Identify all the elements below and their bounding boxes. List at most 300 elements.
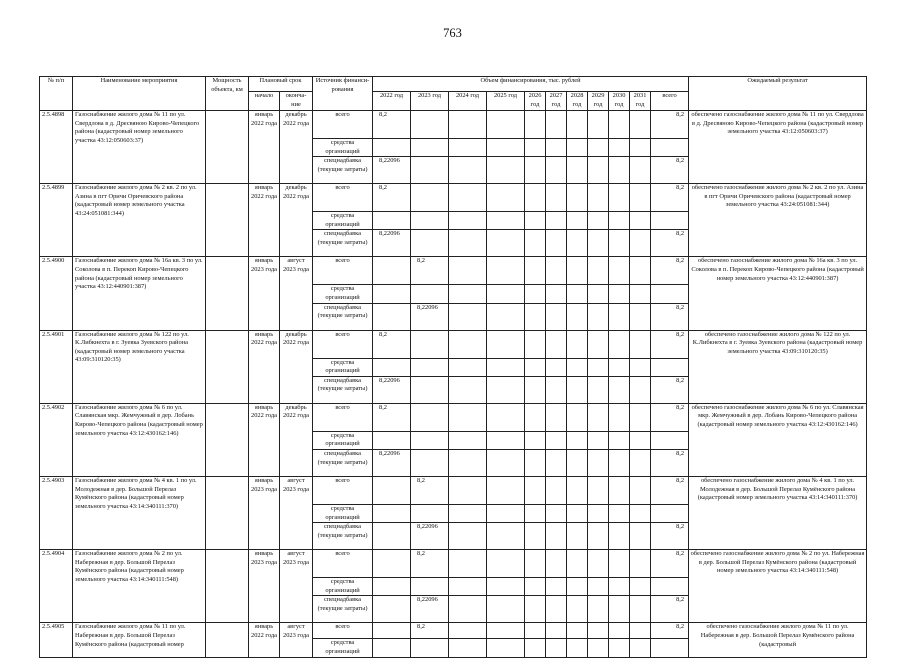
year-value-cell <box>449 358 487 376</box>
year-value-cell <box>630 476 651 504</box>
year-value-cell <box>630 523 651 550</box>
year-value-cell <box>373 139 411 157</box>
year-value-cell <box>630 376 651 403</box>
year-value-cell <box>373 578 411 596</box>
year-value-cell <box>525 139 546 157</box>
year-value-cell <box>546 257 567 285</box>
year-value-cell <box>487 230 525 257</box>
year-value-cell <box>449 578 487 596</box>
year-value-cell <box>588 139 609 157</box>
year-value-cell <box>487 476 525 504</box>
year-value-cell <box>567 550 588 578</box>
expected-result: обеспечено газоснабжение жилого дома № 122 по ул. К.Либкнехта в г. Зуевка Зуевского района (кадастровый номер земельного участка 43:09:310120:35) <box>689 330 867 403</box>
year-value-cell <box>411 449 449 476</box>
year-value-cell <box>588 257 609 285</box>
year-value-cell <box>487 639 525 657</box>
year-value-cell <box>630 303 651 330</box>
total-cell <box>651 358 689 376</box>
year-value-cell <box>449 523 487 550</box>
year-value-cell <box>411 285 449 303</box>
source-label: всего <box>313 476 373 504</box>
year-value-cell <box>630 157 651 184</box>
year-value-cell <box>525 431 546 449</box>
year-value-cell <box>588 358 609 376</box>
year-value-cell <box>546 376 567 403</box>
year-value-cell <box>525 504 546 522</box>
year-value-cell <box>546 550 567 578</box>
year-value-cell <box>630 449 651 476</box>
total-cell: 8,2 <box>651 623 689 639</box>
year-value-cell <box>567 376 588 403</box>
year-value-cell <box>546 596 567 623</box>
year-value-cell: 8,2 <box>373 330 411 358</box>
expected-result: обеспечено газоснабжение жилого дома № 11 по ул. Свердлова в д. Дресвяною Кирово-Чепецкого района (кадастровый номер земельного участка 43:12:050603:37) <box>689 111 867 184</box>
row-number: 2.5.4904 <box>40 550 73 623</box>
year-value-cell <box>609 504 630 522</box>
total-cell: 8,2 <box>651 157 689 184</box>
year-value-cell <box>487 431 525 449</box>
start-date: январь 2023 года <box>249 550 280 623</box>
year-value-cell <box>567 403 588 431</box>
header-year-2030: 2030 год <box>609 92 630 111</box>
start-date: январь 2023 года <box>249 476 280 549</box>
source-label: спецнадбавка (текущие затраты) <box>313 376 373 403</box>
measure-name: Газоснабжение жилого дома № 6 по ул. Славянская мкр. Жемчужный в дер. Лобань Кирово-Чепецкого района (кадастровый номер земельного участка 43:12:430162:146) <box>73 403 206 476</box>
row-number: 2.5.4903 <box>40 476 73 549</box>
year-value-cell <box>546 157 567 184</box>
year-value-cell <box>609 476 630 504</box>
power-cell <box>206 403 249 476</box>
year-value-cell <box>588 330 609 358</box>
row-number: 2.5.4905 <box>40 623 73 657</box>
header-start: начало <box>249 92 280 111</box>
year-value-cell <box>525 157 546 184</box>
year-value-cell <box>630 212 651 230</box>
year-value-cell <box>546 212 567 230</box>
year-value-cell <box>630 358 651 376</box>
total-cell: 8,2 <box>651 111 689 139</box>
year-value-cell <box>525 257 546 285</box>
year-value-cell <box>609 212 630 230</box>
power-cell <box>206 111 249 184</box>
year-value-cell: 8,22096 <box>411 523 449 550</box>
year-value-cell <box>373 550 411 578</box>
year-value-cell: 8,22096 <box>373 230 411 257</box>
year-value-cell <box>546 184 567 212</box>
year-value-cell <box>487 376 525 403</box>
year-value-cell <box>525 376 546 403</box>
year-value-cell <box>487 504 525 522</box>
year-value-cell <box>546 230 567 257</box>
year-value-cell <box>609 257 630 285</box>
year-value-cell <box>449 184 487 212</box>
year-value-cell <box>546 285 567 303</box>
year-value-cell <box>449 212 487 230</box>
row-number: 2.5.4900 <box>40 257 73 330</box>
end-date: август 2023 года <box>280 257 313 330</box>
year-value-cell <box>567 623 588 639</box>
year-value-cell <box>588 623 609 639</box>
row-number: 2.5.4902 <box>40 403 73 476</box>
row-number: 2.5.4901 <box>40 330 73 403</box>
year-value-cell <box>567 111 588 139</box>
year-value-cell <box>487 212 525 230</box>
source-label: спецнадбавка (текущие затраты) <box>313 523 373 550</box>
year-value-cell <box>588 596 609 623</box>
year-value-cell <box>588 184 609 212</box>
year-value-cell <box>588 212 609 230</box>
table-body <box>40 111 867 658</box>
year-value-cell <box>630 139 651 157</box>
total-cell: 8,2 <box>651 476 689 504</box>
total-cell: 8,2 <box>651 257 689 285</box>
year-value-cell <box>630 257 651 285</box>
year-value-cell: 8,22096 <box>373 449 411 476</box>
year-value-cell: 8,2 <box>411 257 449 285</box>
end-date: декабрь 2022 года <box>280 111 313 184</box>
source-label: всего <box>313 257 373 285</box>
year-value-cell <box>567 257 588 285</box>
year-value-cell <box>411 330 449 358</box>
year-value-cell: 8,22096 <box>411 596 449 623</box>
expected-result: обеспечено газоснабжение жилого дома № 2 по ул. Набережная в дер. Большой Перелаз Кумёнского района (кадастровый номер земельного участка 43:14:340111:548) <box>689 550 867 623</box>
year-value-cell <box>411 376 449 403</box>
total-cell <box>651 212 689 230</box>
year-value-cell <box>546 476 567 504</box>
year-value-cell <box>567 157 588 184</box>
year-value-cell <box>609 157 630 184</box>
year-value-cell <box>449 504 487 522</box>
year-value-cell <box>525 578 546 596</box>
year-value-cell <box>567 184 588 212</box>
total-cell: 8,2 <box>651 303 689 330</box>
year-value-cell <box>449 376 487 403</box>
year-value-cell <box>487 257 525 285</box>
total-cell: 8,2 <box>651 230 689 257</box>
year-value-cell <box>546 449 567 476</box>
year-value-cell <box>609 596 630 623</box>
year-value-cell <box>609 139 630 157</box>
year-value-cell <box>630 639 651 657</box>
year-value-cell <box>546 578 567 596</box>
year-value-cell <box>609 403 630 431</box>
header-total: всего <box>651 92 689 111</box>
year-value-cell <box>630 230 651 257</box>
year-value-cell <box>630 578 651 596</box>
start-date: январь 2022 года <box>249 184 280 257</box>
year-value-cell <box>525 111 546 139</box>
source-label: всего <box>313 111 373 139</box>
year-value-cell <box>588 639 609 657</box>
year-value-cell <box>588 550 609 578</box>
year-value-cell <box>609 358 630 376</box>
header-year-2026: 2026 год <box>525 92 546 111</box>
measure-name: Газоснабжение жилого дома № 11 по ул. Набережная в дер. Большой Перелаз Кумёнского района (кадастровый номер <box>73 623 206 657</box>
year-value-cell <box>449 111 487 139</box>
year-value-cell <box>588 476 609 504</box>
year-value-cell <box>588 157 609 184</box>
year-value-cell <box>567 139 588 157</box>
table-row <box>40 403 867 431</box>
row-number: 2.5.4899 <box>40 184 73 257</box>
end-date: декабрь 2022 года <box>280 330 313 403</box>
year-value-cell <box>567 476 588 504</box>
year-value-cell <box>373 303 411 330</box>
year-value-cell <box>373 257 411 285</box>
year-value-cell <box>487 550 525 578</box>
year-value-cell <box>567 596 588 623</box>
year-value-cell <box>588 376 609 403</box>
year-value-cell <box>487 403 525 431</box>
year-value-cell <box>525 303 546 330</box>
header-num: № п/п <box>40 77 73 111</box>
year-value-cell: 8,2 <box>411 476 449 504</box>
year-value-cell <box>373 504 411 522</box>
source-label: средства организаций <box>313 139 373 157</box>
year-value-cell <box>588 578 609 596</box>
year-value-cell <box>609 111 630 139</box>
year-value-cell: 8,2 <box>411 623 449 639</box>
year-value-cell <box>411 431 449 449</box>
year-value-cell <box>609 184 630 212</box>
year-value-cell <box>567 230 588 257</box>
year-value-cell <box>487 184 525 212</box>
start-date: январь 2022 года <box>249 330 280 403</box>
year-value-cell <box>546 504 567 522</box>
power-cell <box>206 476 249 549</box>
source-label: всего <box>313 623 373 639</box>
expected-result: обеспечено газоснабжение жилого дома № 6 по ул. Славянская мкр. Жемчужный в дер. Лобань Кирово-Чепецкого района (кадастровый номер земельного участка 43:12:430162:146) <box>689 403 867 476</box>
year-value-cell <box>449 449 487 476</box>
start-date: январь 2023 года <box>249 257 280 330</box>
total-cell: 8,2 <box>651 449 689 476</box>
year-value-cell <box>546 403 567 431</box>
year-value-cell <box>546 623 567 639</box>
source-label: спецнадбавка (текущие затраты) <box>313 303 373 330</box>
year-value-cell <box>411 212 449 230</box>
year-value-cell <box>546 303 567 330</box>
year-value-cell <box>567 330 588 358</box>
total-cell: 8,2 <box>651 403 689 431</box>
header-year-2023: 2023 год <box>411 92 449 111</box>
year-value-cell <box>411 111 449 139</box>
page-number: 763 <box>443 26 462 40</box>
table-row <box>40 623 867 639</box>
year-value-cell <box>449 157 487 184</box>
year-value-cell: 8,2 <box>373 403 411 431</box>
year-value-cell: 8,2 <box>411 550 449 578</box>
year-value-cell <box>546 330 567 358</box>
year-value-cell <box>630 504 651 522</box>
year-value-cell <box>525 639 546 657</box>
year-value-cell <box>630 330 651 358</box>
year-value-cell <box>588 303 609 330</box>
year-value-cell <box>609 285 630 303</box>
year-value-cell: 8,22096 <box>373 376 411 403</box>
header-power: Мощность объекта, км <box>206 77 249 111</box>
year-value-cell <box>411 578 449 596</box>
end-date: август 2023 года <box>280 550 313 623</box>
total-cell: 8,2 <box>651 376 689 403</box>
year-value-cell <box>373 212 411 230</box>
header-year-2022: 2022 год <box>373 92 411 111</box>
header-period: Плановый срок <box>249 77 313 92</box>
year-value-cell <box>567 449 588 476</box>
end-date: август 2023 года <box>280 476 313 549</box>
year-value-cell <box>449 550 487 578</box>
total-cell <box>651 504 689 522</box>
year-value-cell <box>449 596 487 623</box>
year-value-cell <box>630 111 651 139</box>
header-result: Ожидаемый результат <box>689 77 867 111</box>
year-value-cell <box>609 330 630 358</box>
header-year-2027: 2027 год <box>546 92 567 111</box>
year-value-cell <box>373 476 411 504</box>
year-value-cell <box>411 139 449 157</box>
expected-result: обеспечено газоснабжение жилого дома № 2 кв. 2 по ул. Азина в пгт Оричи Оричевского района (кадастровый номер земельного участка 43:24:051081:344) <box>689 184 867 257</box>
year-value-cell <box>449 403 487 431</box>
power-cell <box>206 330 249 403</box>
year-value-cell <box>525 596 546 623</box>
year-value-cell <box>609 523 630 550</box>
year-value-cell <box>525 212 546 230</box>
year-value-cell <box>609 230 630 257</box>
total-cell <box>651 285 689 303</box>
source-label: спецнадбавка (текущие затраты) <box>313 596 373 623</box>
source-label: всего <box>313 184 373 212</box>
year-value-cell <box>546 523 567 550</box>
year-value-cell <box>567 285 588 303</box>
year-value-cell <box>449 303 487 330</box>
year-value-cell <box>373 596 411 623</box>
year-value-cell <box>487 285 525 303</box>
year-value-cell <box>487 111 525 139</box>
year-value-cell <box>567 504 588 522</box>
year-value-cell <box>525 623 546 639</box>
financing-table <box>39 76 867 658</box>
year-value-cell <box>609 303 630 330</box>
year-value-cell <box>525 403 546 431</box>
year-value-cell <box>525 230 546 257</box>
year-value-cell <box>449 431 487 449</box>
year-value-cell <box>609 431 630 449</box>
year-value-cell: 8,22096 <box>373 157 411 184</box>
year-value-cell <box>588 523 609 550</box>
year-value-cell <box>609 449 630 476</box>
measure-name: Газоснабжение жилого дома № 16а кв. 3 по ул. Соколова в п. Перекоп Кирово-Чепецкого района (кадастровый номер земельного участка 43:12:440901:387) <box>73 257 206 330</box>
source-label: средства организаций <box>313 504 373 522</box>
year-value-cell <box>411 403 449 431</box>
header-end: оконча-ние <box>280 92 313 111</box>
year-value-cell <box>373 639 411 657</box>
year-value-cell: 8,2 <box>373 184 411 212</box>
year-value-cell <box>588 431 609 449</box>
expected-result: обеспечено газоснабжение жилого дома № 11 по ул. Набережная в дер. Большой Перелаз Кумёнского района (кадастровый <box>689 623 867 657</box>
year-value-cell <box>449 285 487 303</box>
year-value-cell <box>525 330 546 358</box>
source-label: спецнадбавка (текущие затраты) <box>313 157 373 184</box>
year-value-cell <box>487 578 525 596</box>
table-row <box>40 184 867 212</box>
total-cell: 8,2 <box>651 596 689 623</box>
expected-result: обеспечено газоснабжение жилого дома № 4 кв. 1 по ул. Молодежная в дер. Большой Перелаз Кумёнского района (кадастровый номер земельного участка 43:14:340111:370) <box>689 476 867 549</box>
power-cell <box>206 257 249 330</box>
year-value-cell <box>630 623 651 639</box>
expected-result: обеспечено газоснабжение жилого дома № 16а кв. 3 по ул. Соколова в п. Перекоп Кирово-Чепецкого района (кадастровый номер земельного участка 43:12:440901:387) <box>689 257 867 330</box>
source-label: средства организаций <box>313 358 373 376</box>
year-value-cell <box>546 139 567 157</box>
year-value-cell <box>449 476 487 504</box>
table-header <box>40 77 867 111</box>
year-value-cell <box>609 376 630 403</box>
table-row <box>40 476 867 504</box>
year-value-cell <box>588 504 609 522</box>
source-label: всего <box>313 550 373 578</box>
year-value-cell <box>609 639 630 657</box>
year-value-cell <box>525 476 546 504</box>
year-value-cell <box>609 550 630 578</box>
year-value-cell <box>373 285 411 303</box>
year-value-cell: 8,2 <box>373 111 411 139</box>
power-cell <box>206 550 249 623</box>
year-value-cell <box>546 111 567 139</box>
year-value-cell <box>411 157 449 184</box>
year-value-cell <box>487 523 525 550</box>
year-value-cell <box>525 523 546 550</box>
source-label: средства организаций <box>313 285 373 303</box>
header-year-2024: 2024 год <box>449 92 487 111</box>
year-value-cell <box>609 578 630 596</box>
source-label: спецнадбавка (текущие затраты) <box>313 449 373 476</box>
header-year-2029: 2029 год <box>588 92 609 111</box>
table-row <box>40 550 867 578</box>
year-value-cell <box>449 257 487 285</box>
source-label: средства организаций <box>313 212 373 230</box>
measure-name: Газоснабжение жилого дома № 4 кв. 1 по ул. Молодежная в дер. Большой Перелаз Кумёнского района (кадастровый номер земельного участка 43:14:340111:370) <box>73 476 206 549</box>
year-value-cell <box>449 623 487 639</box>
header-name: Наименование мероприятия <box>73 77 206 111</box>
header-volume: Объем финансирования, тыс. рублей <box>373 77 689 92</box>
total-cell <box>651 578 689 596</box>
year-value-cell <box>546 358 567 376</box>
year-value-cell <box>525 550 546 578</box>
source-label: спецнадбавка (текущие затраты) <box>313 230 373 257</box>
year-value-cell <box>525 184 546 212</box>
total-cell: 8,2 <box>651 550 689 578</box>
source-label: средства организаций <box>313 431 373 449</box>
year-value-cell <box>588 230 609 257</box>
year-value-cell <box>567 578 588 596</box>
year-value-cell <box>449 139 487 157</box>
year-value-cell <box>487 330 525 358</box>
year-value-cell <box>373 523 411 550</box>
year-value-cell <box>525 358 546 376</box>
year-value-cell <box>487 596 525 623</box>
header-source: Источник финанси-рования <box>313 77 373 111</box>
total-cell: 8,2 <box>651 330 689 358</box>
end-date: декабрь 2022 года <box>280 403 313 476</box>
power-cell <box>206 184 249 257</box>
year-value-cell <box>630 285 651 303</box>
year-value-cell <box>373 431 411 449</box>
header-year-2031: 2031 год <box>630 92 651 111</box>
year-value-cell <box>630 596 651 623</box>
year-value-cell <box>630 550 651 578</box>
year-value-cell <box>411 230 449 257</box>
year-value-cell <box>525 285 546 303</box>
year-value-cell <box>630 184 651 212</box>
end-date: август 2023 года <box>280 623 313 657</box>
